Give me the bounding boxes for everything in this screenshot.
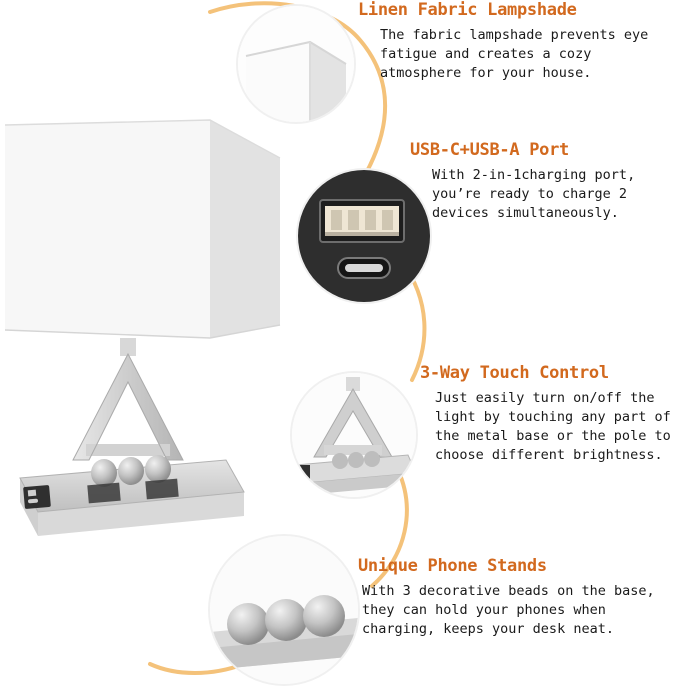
feature-body: Just easily turn on/off the light by touching any part of the metal base or the pole to choose different brightness. (435, 390, 671, 464)
callout-metal-base (290, 371, 418, 499)
feature-usb-c-usb-a-port (410, 140, 676, 223)
feature-title: 3-Way Touch Control (420, 363, 609, 383)
feature-body: With 3 decorative beads on the base, they can hold your phones when charging, keeps your desk neat. (362, 583, 655, 638)
callout-decorative-beads (208, 534, 360, 686)
feature-body: With 2-in-1charging port, you’re ready to charge 2 devices simultaneously. (432, 167, 636, 222)
feature-3-way-touch-control (420, 363, 676, 466)
feature-linen-fabric-lampshade (358, 0, 676, 83)
callout-lampshade-corner (236, 4, 356, 124)
feature-title: Linen Fabric Lampshade (358, 0, 577, 20)
feature-body: The fabric lampshade prevents eye fatigue and creates a cozy atmosphere for your house. (380, 27, 649, 82)
feature-title: Unique Phone Stands (358, 556, 547, 576)
product-image (0, 100, 300, 550)
feature-title: USB-C+USB-A Port (410, 140, 569, 160)
feature-unique-phone-stands (358, 556, 678, 639)
